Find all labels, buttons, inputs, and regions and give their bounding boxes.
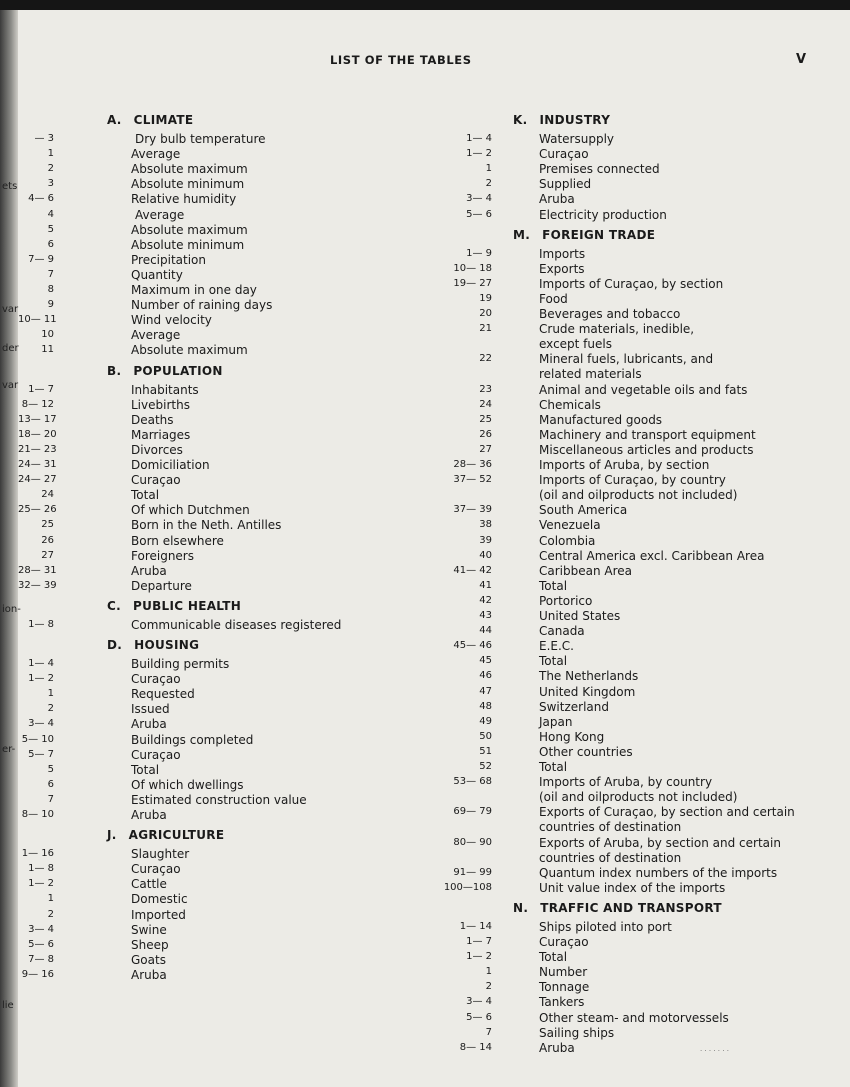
table-entry-label: Domestic — [131, 892, 188, 907]
table-entry-label: Wind velocity — [131, 313, 212, 328]
table-entry-label: Aruba — [131, 717, 167, 732]
table-entry-label: Hong Kong — [539, 729, 605, 744]
table-entry-label: Manufactured goods — [539, 412, 663, 427]
table-number-range: 2 — [485, 178, 492, 190]
table-number-range: 5— 6 — [466, 208, 492, 220]
section-letter: B. — [107, 363, 122, 378]
table-number-range: 9 — [47, 299, 54, 311]
table-number-range: 24 — [41, 489, 54, 501]
table-entry-label: Colombia — [539, 533, 596, 548]
table-number-range: 5 — [47, 223, 54, 235]
table-entry-label: Foreigners — [131, 548, 194, 563]
table-entry-label: Curaçao — [539, 147, 589, 162]
margin-fragment: er- — [2, 744, 16, 755]
table-entry-label: Relative humidity — [131, 192, 237, 207]
table-entry-label: Other countries — [539, 744, 633, 759]
table-entry-label: Estimated construction value — [131, 792, 307, 807]
table-entry-label: Buildings completed — [131, 732, 254, 747]
table-number-range: 51 — [479, 745, 492, 757]
table-number-range: 1— 7 — [28, 383, 54, 395]
table-entry-label: Venezuela — [539, 518, 601, 533]
table-number-range: 44 — [479, 625, 492, 637]
table-number-range: 10 — [41, 329, 54, 341]
table-entry-label: Average — [131, 328, 181, 343]
table-entry-label: Marriages — [131, 427, 191, 442]
table-number-range: 8— 14 — [459, 1041, 492, 1053]
table-number-range: 27 — [479, 443, 492, 455]
table-number-range: 7 — [47, 268, 54, 280]
margin-fragment: ets — [2, 181, 18, 192]
table-number-range: 26 — [479, 428, 492, 440]
table-number-range: 1 — [47, 893, 54, 905]
table-entry-label: Number of raining days — [131, 298, 273, 313]
table-number-range: 1 — [485, 163, 492, 175]
table-entry-label: Caribbean Area — [539, 563, 633, 578]
section-title: TRAFFIC AND TRANSPORT — [540, 900, 722, 915]
margin-fragment: var — [2, 380, 19, 391]
table-number-range: 18— 20 — [18, 428, 57, 440]
table-entry-label: Quantum index numbers of the imports — [539, 865, 778, 880]
table-number-range: 40 — [479, 549, 492, 561]
table-entry-label: (oil and oilproducts not included) — [539, 790, 738, 805]
table-number-range: 13— 17 — [18, 413, 57, 425]
table-entry-label: Absolute minimum — [131, 177, 245, 192]
table-entry-label: Tankers — [539, 995, 585, 1010]
table-entry-label: South America — [539, 503, 628, 518]
table-entry-label: United Kingdom — [539, 684, 636, 699]
table-number-range: 24— 27 — [18, 474, 57, 486]
section-title: FOREIGN TRADE — [542, 227, 656, 242]
table-number-range: 45 — [479, 655, 492, 667]
table-number-range: 10— 11 — [18, 314, 57, 326]
section-heading — [107, 364, 223, 378]
table-number-range: 5— 10 — [21, 733, 54, 745]
table-entry-label: Imports — [539, 246, 586, 261]
table-number-range: 100—108 — [443, 881, 492, 893]
table-number-range: 1— 8 — [28, 863, 54, 875]
table-entry-label: Machinery and transport equipment — [539, 427, 756, 442]
table-entry-label: Deaths — [131, 412, 174, 427]
table-number-range: 1— 9 — [466, 247, 492, 259]
table-number-range: 9— 16 — [21, 968, 54, 980]
table-entry-label: Exports — [539, 261, 585, 276]
table-number-range: 47 — [479, 685, 492, 697]
table-entry-label: Mineral fuels, lubricants, and — [539, 352, 714, 367]
table-number-range: 3 — [47, 178, 54, 190]
section-title: CLIMATE — [133, 113, 194, 127]
table-number-range: 28— 31 — [18, 564, 57, 576]
table-number-range: 41— 42 — [453, 564, 492, 576]
section-heading — [513, 113, 610, 127]
table-entry-label: Beverages and tobacco — [539, 307, 681, 321]
table-entry-label: Goats — [131, 952, 166, 967]
table-entry-label: Of which Dutchmen — [131, 503, 250, 518]
table-number-range: 5— 7 — [28, 748, 54, 760]
table-entry-label: Sailing ships — [539, 1025, 615, 1040]
table-number-range: 1 — [47, 148, 54, 160]
section-heading — [107, 599, 241, 613]
table-number-range: 3— 4 — [466, 996, 492, 1008]
section-heading — [107, 113, 193, 127]
table-entry-label: Quantity — [131, 267, 183, 282]
section-heading — [513, 228, 655, 242]
table-entry-label: except fuels — [539, 337, 612, 352]
table-entry-label: (oil and oilproducts not included) — [539, 488, 738, 503]
table-entry-label: Aruba — [131, 808, 167, 822]
table-number-range: 24 — [479, 398, 492, 410]
table-number-range: 23 — [479, 383, 492, 395]
table-entry-label: Imports of Aruba, by country — [539, 775, 713, 790]
table-number-range: 6 — [47, 778, 54, 790]
section-title: POPULATION — [133, 363, 223, 378]
table-entry-label: Curaçao — [131, 473, 181, 488]
table-entry-label: Curaçao — [131, 747, 181, 762]
table-number-range: 32— 39 — [18, 579, 57, 591]
table-entry-label: Domiciliation — [131, 458, 210, 472]
table-number-range: 1— 2 — [28, 673, 54, 685]
section-letter: D. — [107, 638, 123, 652]
table-entry-label: Swine — [131, 922, 167, 937]
section-letter: C. — [107, 598, 121, 613]
table-entry-label: Imports of Aruba, by section — [539, 458, 710, 472]
table-entry-label: Curaçao — [131, 862, 181, 877]
table-number-range: 53— 68 — [453, 776, 492, 788]
table-number-range: 4— 6 — [28, 193, 54, 205]
table-entry-label: Watersupply — [539, 132, 614, 146]
section-heading — [107, 828, 224, 842]
table-number-range: 28— 36 — [453, 459, 492, 470]
table-number-range: 25 — [41, 519, 54, 531]
table-entry-label: Premises connected — [539, 162, 660, 177]
table-number-range: 50 — [479, 730, 492, 742]
table-number-range: 8 — [47, 284, 54, 295]
table-number-range: 1— 8 — [28, 618, 54, 630]
table-entry-label: Departure — [131, 578, 192, 593]
table-entry-label: Total — [131, 762, 160, 777]
table-number-range: 1— 4 — [466, 133, 492, 144]
table-number-range: 5— 6 — [28, 938, 54, 950]
table-number-range: 69— 79 — [453, 806, 492, 818]
table-number-range: 1— 14 — [459, 920, 492, 932]
table-number-range: 49 — [479, 715, 492, 727]
table-number-range: 3— 4 — [466, 193, 492, 205]
table-entry-label: Maximum in one day — [131, 283, 257, 297]
table-entry-label: Imported — [131, 907, 186, 922]
table-entry-label: Absolute maximum — [131, 222, 248, 237]
table-number-range: 10— 18 — [453, 262, 492, 274]
table-entry-label: Japan — [539, 714, 573, 729]
margin-fragment: ion- — [2, 604, 21, 615]
table-entry-label: Building permits — [131, 657, 230, 671]
table-number-range: 38 — [479, 519, 492, 531]
table-entry-label: Ships piloted into port — [539, 919, 672, 934]
table-entry-label: Total — [131, 488, 160, 503]
table-entry-label: Divorces — [131, 442, 183, 457]
section-letter: N. — [513, 900, 529, 915]
table-number-range: 1— 16 — [21, 848, 54, 860]
table-entry-label: Chemicals — [539, 397, 601, 412]
table-number-range: 8— 12 — [21, 398, 54, 410]
table-entry-label: Born elsewhere — [131, 533, 224, 548]
table-number-range: 21 — [479, 323, 492, 335]
table-entry-label: Precipitation — [131, 252, 207, 267]
table-number-range: 46 — [479, 670, 492, 682]
table-number-range: 2 — [47, 908, 54, 920]
margin-fragment: var — [2, 304, 19, 315]
table-entry-label: Average — [131, 147, 181, 162]
table-number-range: — 3 — [34, 133, 54, 144]
table-entry-label: Portorico — [539, 593, 593, 608]
table-number-range: 2 — [47, 703, 54, 715]
table-number-range: 39 — [479, 534, 492, 546]
table-entry-label: Curaçao — [131, 672, 181, 687]
book-spine-shadow — [0, 10, 18, 1087]
table-entry-label: Curaçao — [539, 935, 589, 949]
section-title: HOUSING — [134, 638, 200, 652]
margin-fragment: lie — [2, 1000, 14, 1011]
table-entry-label: Aruba — [539, 1040, 575, 1055]
table-entry-label: Born in the Neth. Antilles — [131, 518, 282, 533]
table-entry-label: Exports of Curaçao, by section and certain — [539, 805, 795, 820]
page-title: LIST OF THE TABLES — [330, 53, 472, 67]
section-title: AGRICULTURE — [128, 828, 225, 843]
table-entry-label: Tonnage — [539, 980, 590, 995]
table-number-range: 4 — [47, 208, 54, 220]
table-entry-label: related materials — [539, 367, 642, 382]
table-number-range: 80— 90 — [453, 836, 492, 848]
table-entry-label: Aruba — [131, 967, 167, 982]
table-number-range: 7— 9 — [28, 253, 54, 265]
table-number-range: 1— 4 — [28, 658, 54, 669]
table-entry-label: Total — [539, 578, 568, 593]
table-entry-label: Absolute maximum — [131, 343, 248, 358]
table-entry-label: Issued — [131, 702, 170, 717]
scan-top-border — [0, 0, 850, 10]
table-number-range: 42 — [479, 594, 492, 606]
table-entry-label: Other steam- and motorvessels — [539, 1010, 729, 1025]
table-entry-label: Imports of Curaçao, by country — [539, 473, 726, 488]
section-title: INDUSTRY — [539, 113, 611, 127]
table-number-range: 11 — [41, 344, 54, 356]
table-number-range: 27 — [41, 549, 54, 561]
table-number-range: 5— 6 — [466, 1011, 492, 1023]
table-entry-label: Electricity production — [539, 207, 667, 222]
table-number-range: 2 — [47, 163, 54, 175]
table-number-range: 91— 99 — [453, 866, 492, 878]
table-number-range: 37— 52 — [453, 474, 492, 486]
table-entry-label: Unit value index of the imports — [539, 880, 726, 895]
table-entry-label: Livebirths — [131, 397, 190, 412]
table-entry-label: Canada — [539, 624, 585, 639]
table-entry-label: Absolute maximum — [131, 162, 248, 177]
table-entry-label: Supplied — [539, 177, 592, 192]
table-entry-label: Switzerland — [539, 699, 609, 714]
table-entry-label: Aruba — [539, 192, 575, 207]
section-title: PUBLIC HEALTH — [132, 598, 242, 613]
table-number-range: 19 — [479, 292, 492, 304]
margin-fragment: der — [2, 343, 19, 354]
table-number-range: 20 — [479, 308, 492, 319]
table-number-range: 7 — [485, 1026, 492, 1038]
table-number-range: 1 — [47, 688, 54, 700]
table-number-range: 25— 26 — [18, 504, 57, 516]
table-number-range: 1— 2 — [466, 951, 492, 963]
table-entry-label: Slaughter — [131, 847, 190, 862]
section-letter: A. — [107, 113, 122, 127]
table-entry-label: Dry bulb temperature — [135, 132, 266, 146]
table-entry-label: E.E.C. — [539, 639, 574, 654]
table-entry-label: Aruba — [131, 563, 167, 578]
table-entry-label: countries of destination — [539, 850, 682, 865]
table-number-range: 21— 23 — [18, 443, 57, 455]
table-number-range: 2 — [485, 981, 492, 993]
table-number-range: 8— 10 — [21, 809, 54, 820]
table-entry-label: Inhabitants — [131, 382, 199, 397]
table-number-range: 52 — [479, 761, 492, 772]
table-entry-label: United States — [539, 609, 621, 623]
table-entry-label: Cattle — [131, 877, 167, 892]
table-entry-label: Of which dwellings — [131, 777, 244, 792]
table-entry-label: Requested — [131, 687, 195, 702]
table-entry-label: Food — [539, 291, 568, 306]
table-entry-label: Miscellaneous articles and products — [539, 442, 754, 457]
table-entry-label: Communicable diseases registered — [131, 617, 342, 632]
table-entry-label: countries of destination — [539, 820, 682, 835]
footer-smudge: · · · · · · · — [700, 1047, 729, 1055]
table-number-range: 6 — [47, 238, 54, 250]
table-entry-label: Imports of Curaçao, by section — [539, 276, 724, 291]
table-entry-label: Total — [539, 654, 568, 669]
table-entry-label: Exports of Aruba, by section and certain — [539, 835, 781, 850]
table-number-range: 3— 4 — [28, 718, 54, 730]
table-entry-label: Central America excl. Caribbean Area — [539, 548, 765, 563]
table-number-range: 45— 46 — [453, 640, 492, 652]
table-entry-label: Sheep — [131, 937, 169, 952]
table-entry-label: Total — [539, 760, 568, 774]
table-number-range: 3— 4 — [28, 923, 54, 935]
table-entry-label: Average — [135, 207, 185, 222]
section-letter: M. — [513, 227, 531, 242]
table-number-range: 24— 31 — [18, 459, 57, 470]
section-heading — [513, 901, 722, 915]
table-number-range: 1— 2 — [28, 878, 54, 890]
table-number-range: 25 — [479, 413, 492, 425]
table-number-range: 7 — [47, 793, 54, 805]
table-entry-label: Crude materials, inedible, — [539, 322, 695, 337]
table-number-range: 1— 7 — [466, 936, 492, 947]
table-number-range: 19— 27 — [453, 277, 492, 289]
table-entry-label: Animal and vegetable oils and fats — [539, 382, 748, 397]
table-entry-label: Absolute minimum — [131, 237, 245, 252]
page-number: V — [796, 52, 807, 67]
section-letter: J. — [107, 828, 117, 843]
section-heading — [107, 638, 199, 652]
table-entry-label: The Netherlands — [539, 669, 639, 684]
table-number-range: 1— 2 — [466, 148, 492, 160]
table-number-range: 37— 39 — [453, 504, 492, 516]
table-number-range: 22 — [479, 353, 492, 365]
table-number-range: 43 — [479, 610, 492, 621]
table-number-range: 41 — [479, 579, 492, 591]
table-entry-label: Total — [539, 950, 568, 965]
table-number-range: 48 — [479, 700, 492, 712]
table-entry-label: Number — [539, 965, 588, 980]
table-number-range: 5 — [47, 763, 54, 775]
table-number-range: 7— 8 — [28, 953, 54, 965]
section-letter: K. — [513, 113, 528, 127]
table-number-range: 1 — [485, 966, 492, 978]
table-number-range: 26 — [41, 534, 54, 546]
